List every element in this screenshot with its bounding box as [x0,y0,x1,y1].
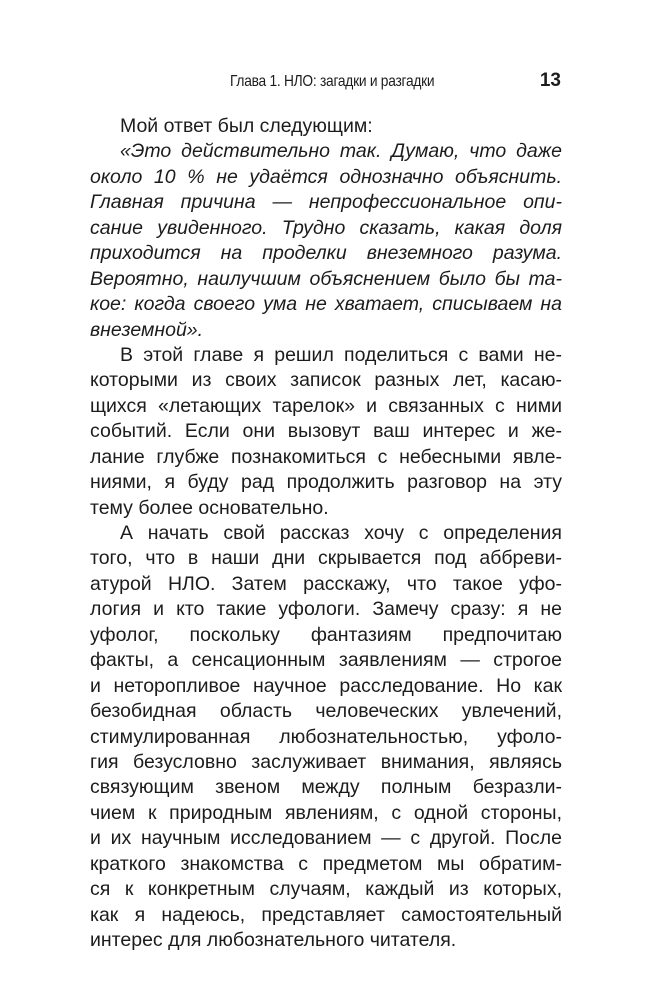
text-line: щихся «летающих тарелок» и связанных с ними [90,394,562,417]
text-line: интерес для любознательного читателя. [90,929,457,951]
text-line: гия безусловно заслуживает внимания, являясь [90,750,562,773]
text-line: тему более основательно. [90,496,329,519]
text-line: лание глубже познакомиться с небесными явле- [90,445,562,468]
paragraph [90,139,562,343]
text-line: стимулированная любознательностью, уфоло- [90,725,562,748]
text-line: В этой главе я решил поделиться с вами не- [120,343,562,366]
text-line: около 10 % не удаётся однозначно объяснить. [90,165,562,188]
text-line: «Это действительно так. Думаю, что даже [120,140,562,163]
text-line: безобидная область человеческих увлечений, [90,700,562,723]
page-number: 13 [539,70,561,91]
text-line: Мой ответ был следующим: [120,115,373,137]
paragraph [90,114,562,139]
text-line: факты, а сенсационным заявлениям — строгое [90,649,562,672]
text-line: как я надеюсь, представляет самостоятельный [90,903,562,926]
text-line: которыми из своих записок разных лет, касаю- [90,369,562,392]
text-line: и неторопливое научное расследование. Но как [90,674,562,697]
text-line: краткого знакомства с предметом мы обратим- [90,852,562,875]
paragraph [90,521,562,953]
text-line: связующим звеном между полным безразли- [90,776,562,799]
text-line: и их научным исследованием — с другой. После [90,827,562,850]
text-line: А начать свой рассказ хочу с определения [120,522,562,544]
page-header [90,70,563,100]
text-line: чием к природным явлениям, с одной стороны, [90,801,562,824]
text-line: Главная причина — непрофессиональное опи- [90,191,562,214]
paragraph [90,343,562,521]
text-line: ся к конкретным случаям, каждый из которых, [90,878,562,901]
text-line: ниями, я буду рад продолжить разговор на эту [90,471,562,494]
text-line: уфолог, поскольку фантазиям предпочитаю [90,623,562,646]
text-line: логия и кто такие уфологи. Замечу сразу: я не [90,598,562,621]
text-line: приходится на проделки внеземного разума. [90,242,562,265]
text-line: того, что в наши дни скрывается под аббреви- [90,547,562,570]
text-line: Вероятно, наилучшим объяснением было бы та- [90,267,562,290]
text-line: событий. Если они вызовут ваш интерес и же- [90,420,562,443]
text-line: сание увиденного. Трудно сказать, какая доля [90,216,562,239]
text-line: кое: когда своего ума не хватает, списываем на [90,293,562,316]
running-title: Глава 1. НЛО: загадки и разгадки [230,73,435,90]
text-line: внеземной». [90,318,204,341]
text-line: атурой НЛО. Затем расскажу, что такое уфо- [90,572,562,595]
body-text [90,114,562,953]
